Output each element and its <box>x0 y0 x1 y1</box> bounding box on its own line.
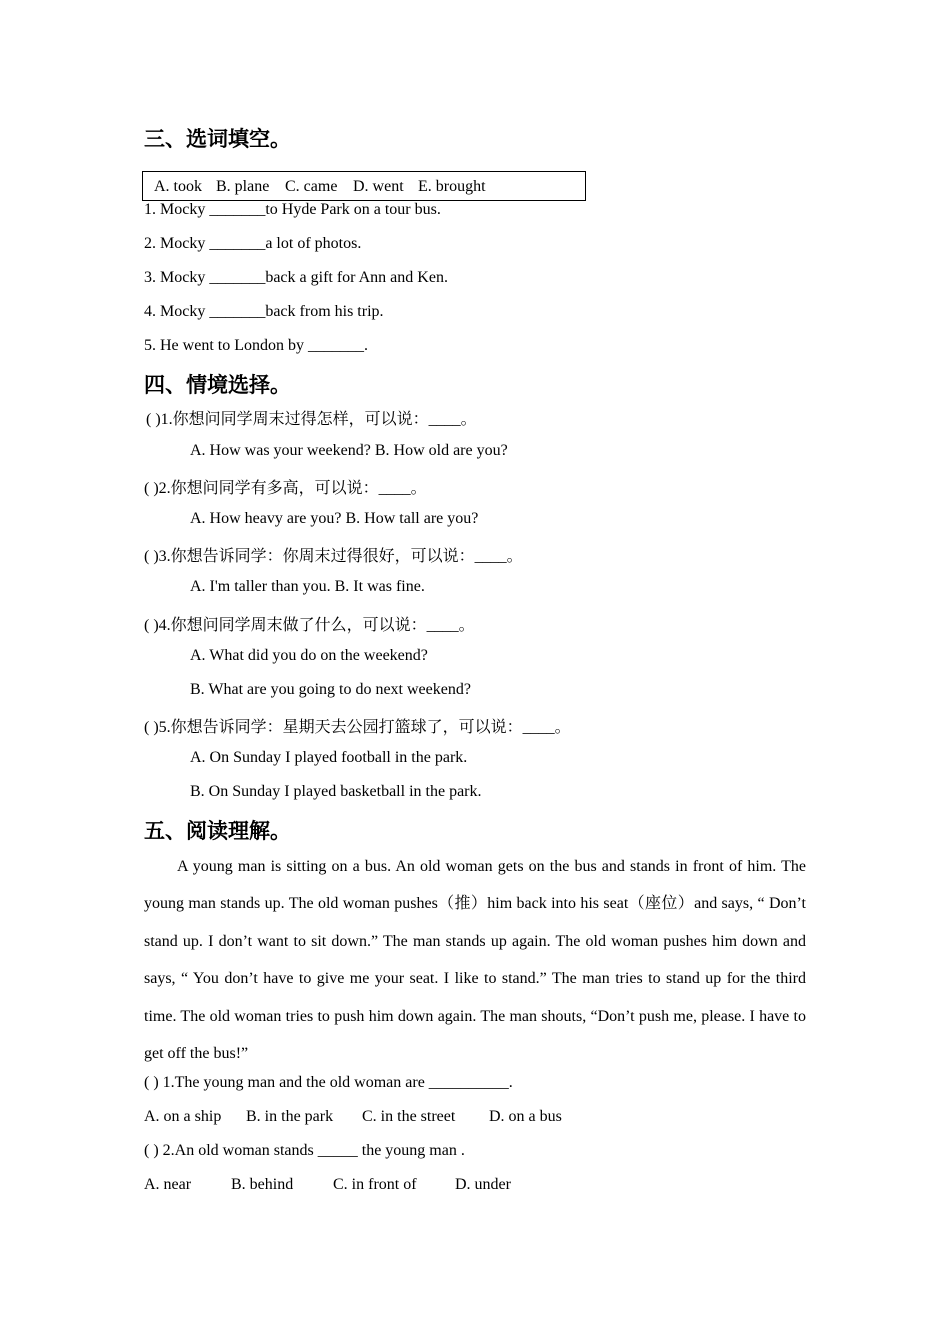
situation-question-5 <box>144 714 571 737</box>
situation-question-1 <box>146 406 477 429</box>
situation-question-4 <box>144 612 475 635</box>
situation-option-2: A. How heavy are you? B. How tall are you? <box>190 510 479 527</box>
section-4-title: 四、情境选择。 <box>144 373 291 397</box>
reading-q2-option-c: C. in front of <box>333 1176 417 1193</box>
fill-item-3: 3. Mocky _______back a gift for Ann and Ken. <box>144 269 448 286</box>
question-text: 4.你想问同学周末做了什么，可以说：____。 <box>158 617 475 634</box>
answer-bracket: ( ) <box>144 617 159 634</box>
word-option-d: D. went <box>353 178 404 195</box>
answer-bracket: ( ) <box>144 548 159 565</box>
answer-bracket: ( ) <box>144 719 159 736</box>
situation-option-5a: A. On Sunday I played football in the park. <box>190 749 468 766</box>
situation-question-2 <box>144 475 427 498</box>
situation-option-3: A. I'm taller than you. B. It was fine. <box>190 578 425 595</box>
reading-passage: A young man is sitting on a bus. An old woman gets on the bus and stands in front of him. The young man stands up. The old woman pushes（推）him back into his seat（座位）and says, “ Don’t stand up. I don’t want to sit down.” The man stands up again. The old woman pushes him down and says, “ You don’t have to give me your seat. I like to stand.” The man tries to stand up for the third time. The old woman tries to push him down again. The man shouts, “Don’t push me, please. I have to get off the bus!” <box>144 858 806 1063</box>
reading-question-2: ( ) 2.An old woman stands _____ the young man . <box>144 1142 465 1159</box>
question-text: 5.你想告诉同学：星期天去公园打篮球了，可以说：____。 <box>158 719 571 736</box>
answer-bracket: ( ) <box>144 480 159 497</box>
situation-option-1: A. How was your weekend? B. How old are you? <box>190 442 508 459</box>
answer-bracket: ( ) <box>146 411 161 428</box>
word-option-e: E. brought <box>418 178 486 195</box>
question-text: 2.你想问同学有多高，可以说：____。 <box>158 480 427 497</box>
word-option-c: C. came <box>285 178 338 195</box>
fill-item-5: 5. He went to London by _______. <box>144 337 368 354</box>
reading-q1-option-d: D. on a bus <box>489 1108 562 1125</box>
reading-q2-option-d: D. under <box>455 1176 511 1193</box>
word-option-b: B. plane <box>216 178 270 195</box>
reading-q1-option-c: C. in the street <box>362 1108 456 1125</box>
question-text: 1.你想问同学周末过得怎样，可以说：____。 <box>160 411 477 428</box>
fill-item-2: 2. Mocky _______a lot of photos. <box>144 235 362 252</box>
word-bank-box <box>142 171 586 201</box>
reading-q1-option-a: A. on a ship <box>144 1108 222 1125</box>
reading-q1-option-b: B. in the park <box>246 1108 334 1125</box>
reading-q2-option-a: A. near <box>144 1176 192 1193</box>
section-3-title: 三、选词填空。 <box>144 127 291 151</box>
word-option-a: A. took <box>154 178 202 195</box>
reading-q2-option-b: B. behind <box>231 1176 294 1193</box>
situation-option-5b: B. On Sunday I played basketball in the park. <box>190 783 482 800</box>
situation-option-4a: A. What did you do on the weekend? <box>190 647 428 664</box>
fill-item-1: 1. Mocky _______to Hyde Park on a tour bus. <box>144 201 441 218</box>
fill-item-4: 4. Mocky _______back from his trip. <box>144 303 384 320</box>
situation-question-3 <box>144 543 523 566</box>
reading-question-1: ( ) 1.The young man and the old woman are __________. <box>144 1074 513 1091</box>
section-5-title: 五、阅读理解。 <box>144 819 291 843</box>
situation-option-4b: B. What are you going to do next weekend? <box>190 681 471 698</box>
question-text: 3.你想告诉同学：你周末过得很好，可以说：____。 <box>158 548 523 565</box>
